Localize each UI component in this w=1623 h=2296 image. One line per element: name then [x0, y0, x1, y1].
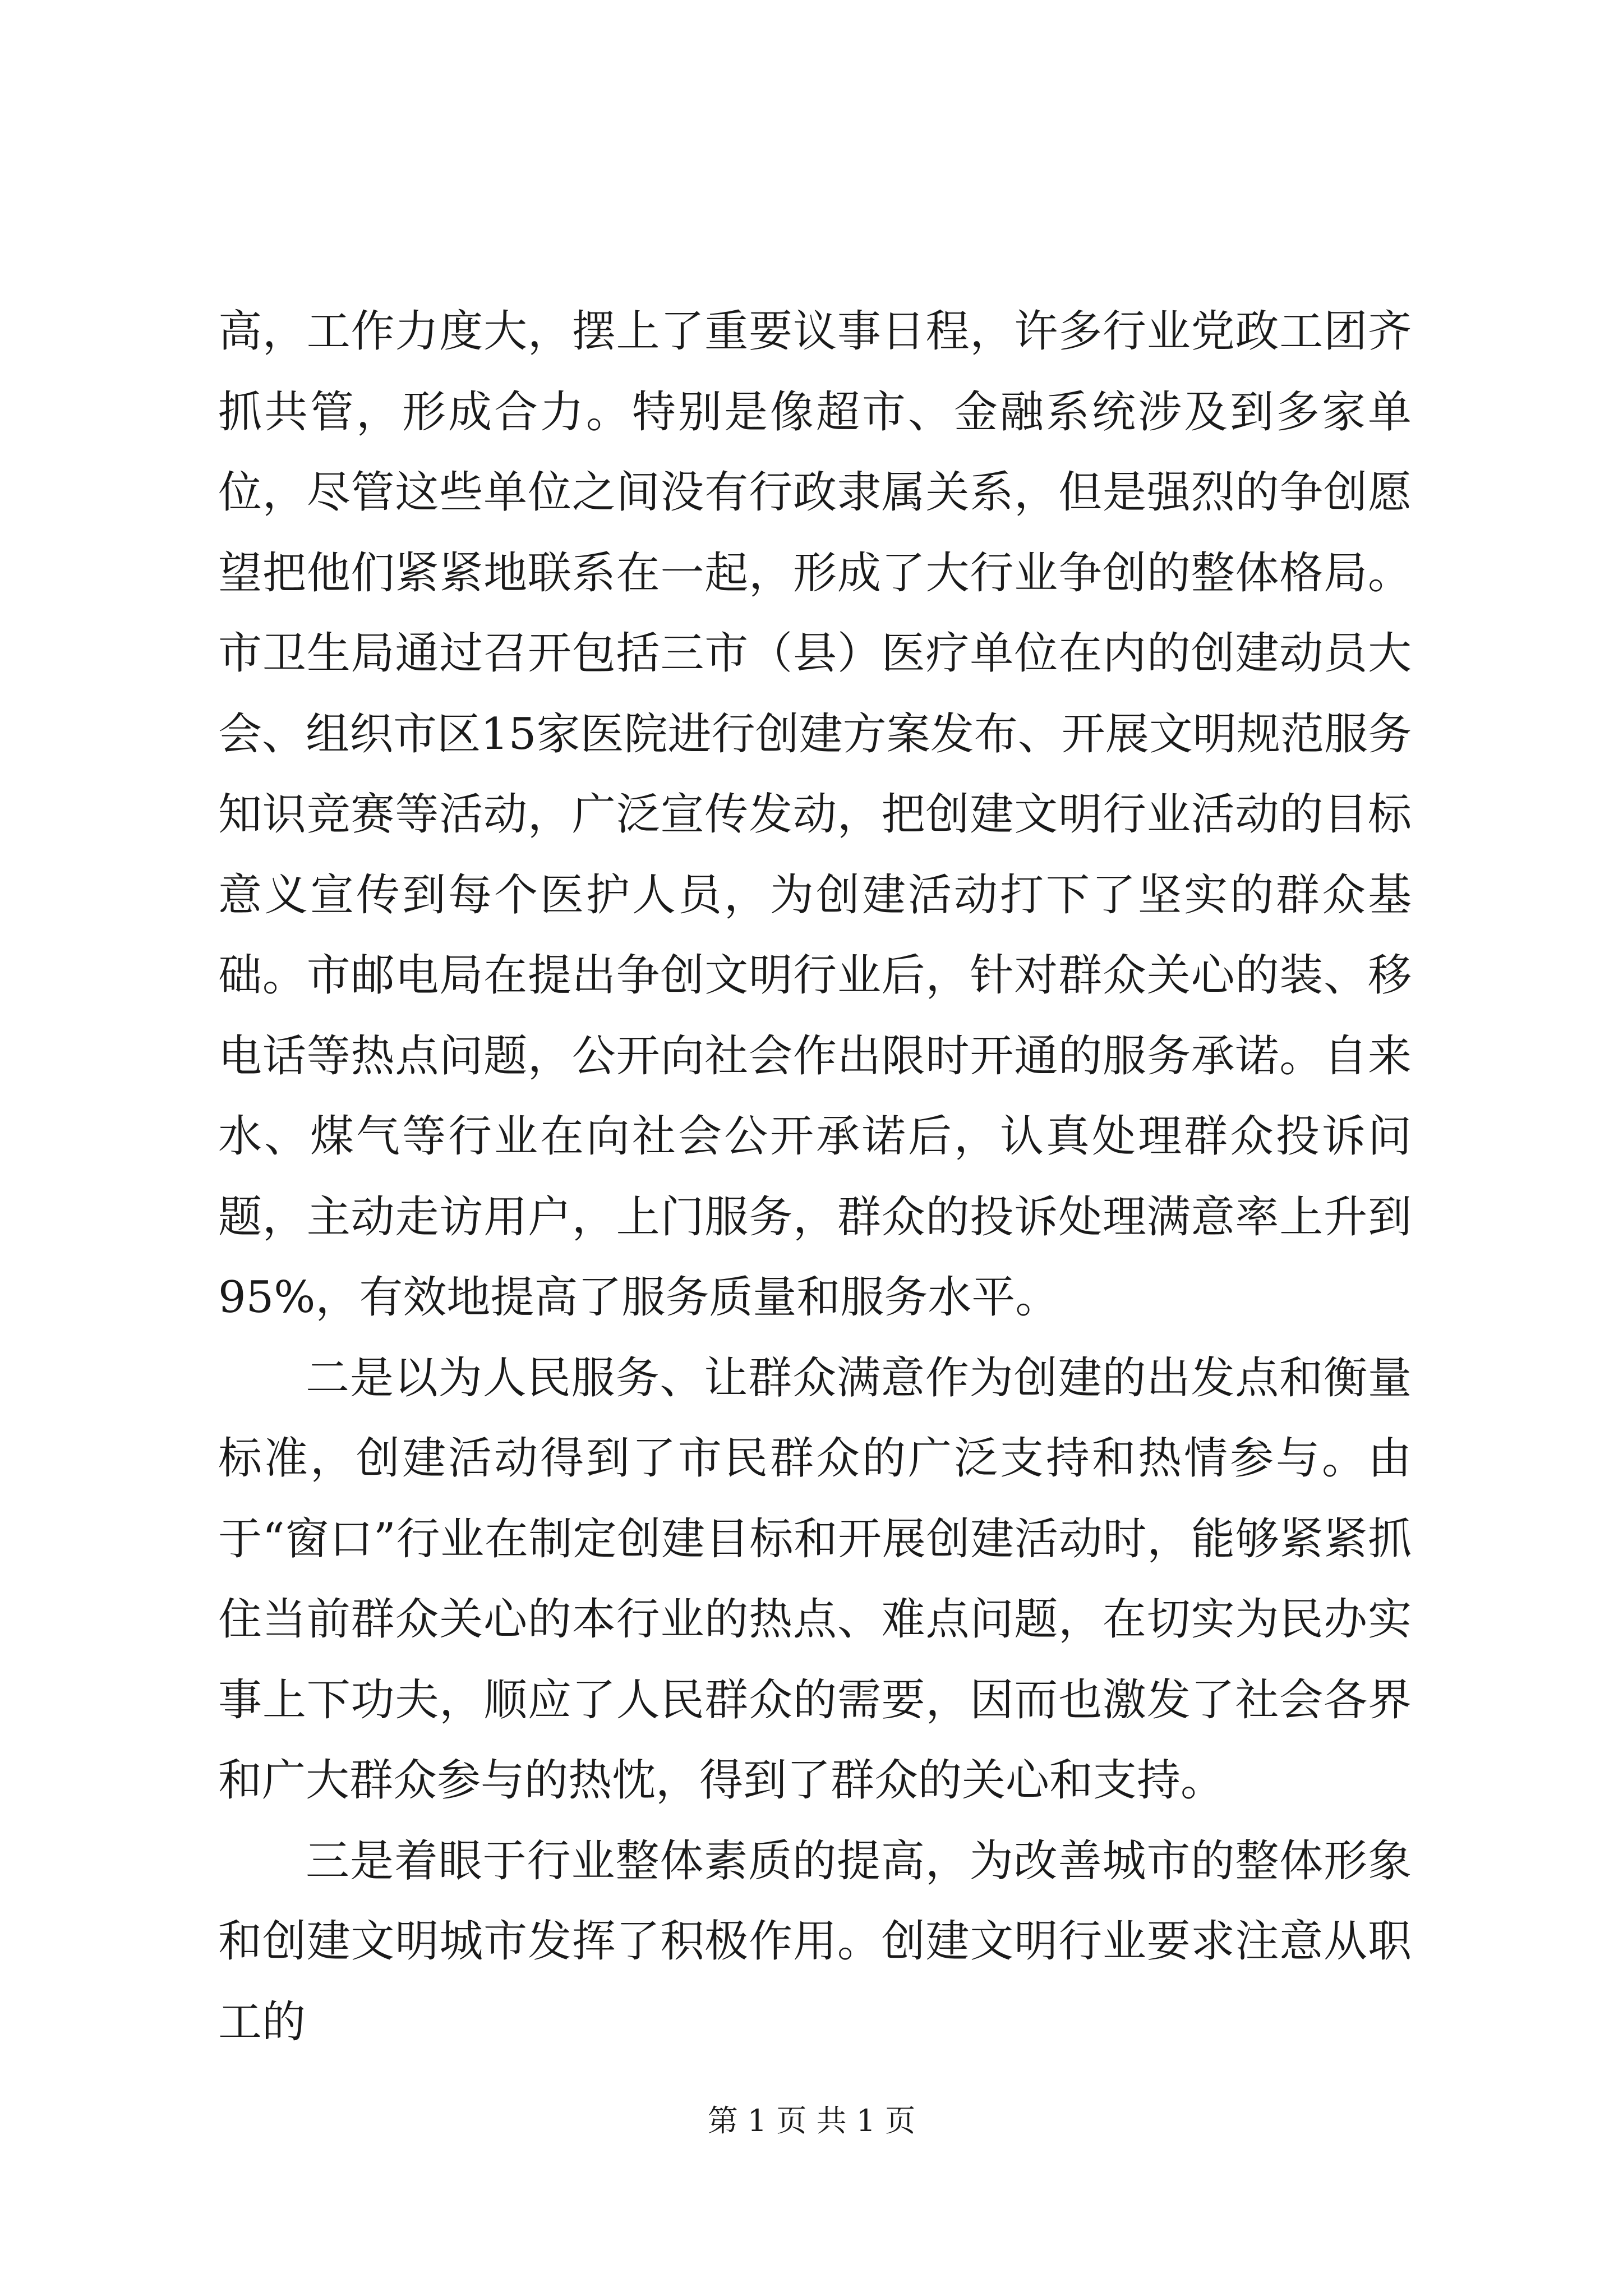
page-number-label: 第 1 页 共 1 页 — [707, 2103, 916, 2138]
paragraph-2: 二是以为人民服务、让群众满意作为创建的出发点和衡量标准，创建活动得到了市民群众的广泛支持和热情参与。由于“窗口”行业在制定创建目标和开展创建活动时，能够紧紧抓住当前群众关心的本行业的热点、难点问题，在切实为民办实事上下功夫，顺应了人民群众的需要，因而也激发了社会各界和广大群众参与的热忱，得到了群众的关心和支持。 — [218, 1352, 1412, 1806]
paragraph-3: 三是着眼于行业整体素质的提高，为改善城市的整体形象和创建文明城市发挥了积极作用。创建文明行业要求注意从职工的 — [218, 1835, 1412, 2047]
page-footer — [0, 2101, 1623, 2141]
document-body — [218, 292, 1412, 2063]
paragraph-1: 高，工作力度大，摆上了重要议事日程，许多行业党政工团齐抓共管，形成合力。特别是像超市、金融系统涉及到多家单位，尽管这些单位之间没有行政隶属关系，但是强烈的争创愿望把他们紧紧地联系在一起，形成了大行业争创的整体格局。市卫生局通过召开包括三市（县）医疗单位在内的创建动员大会、组织市区15家医院进行创建方案发布、开展文明规范服务知识竞赛等活动，广泛宣传发动，把创建文明行业活动的目标意义宣传到每个医护人员，为创建活动打下了坚实的群众基础。市邮电局在提出争创文明行业后，针对群众关心的装、移电话等热点问题，公开向社会作出限时开通的服务承诺。自来水、煤气等行业在向社会公开承诺后，认真处理群众投诉问题，主动走访用户，上门服务，群众的投诉处理满意率上升到95%，有效地提高了服务质量和服务水平。 — [218, 306, 1412, 1323]
